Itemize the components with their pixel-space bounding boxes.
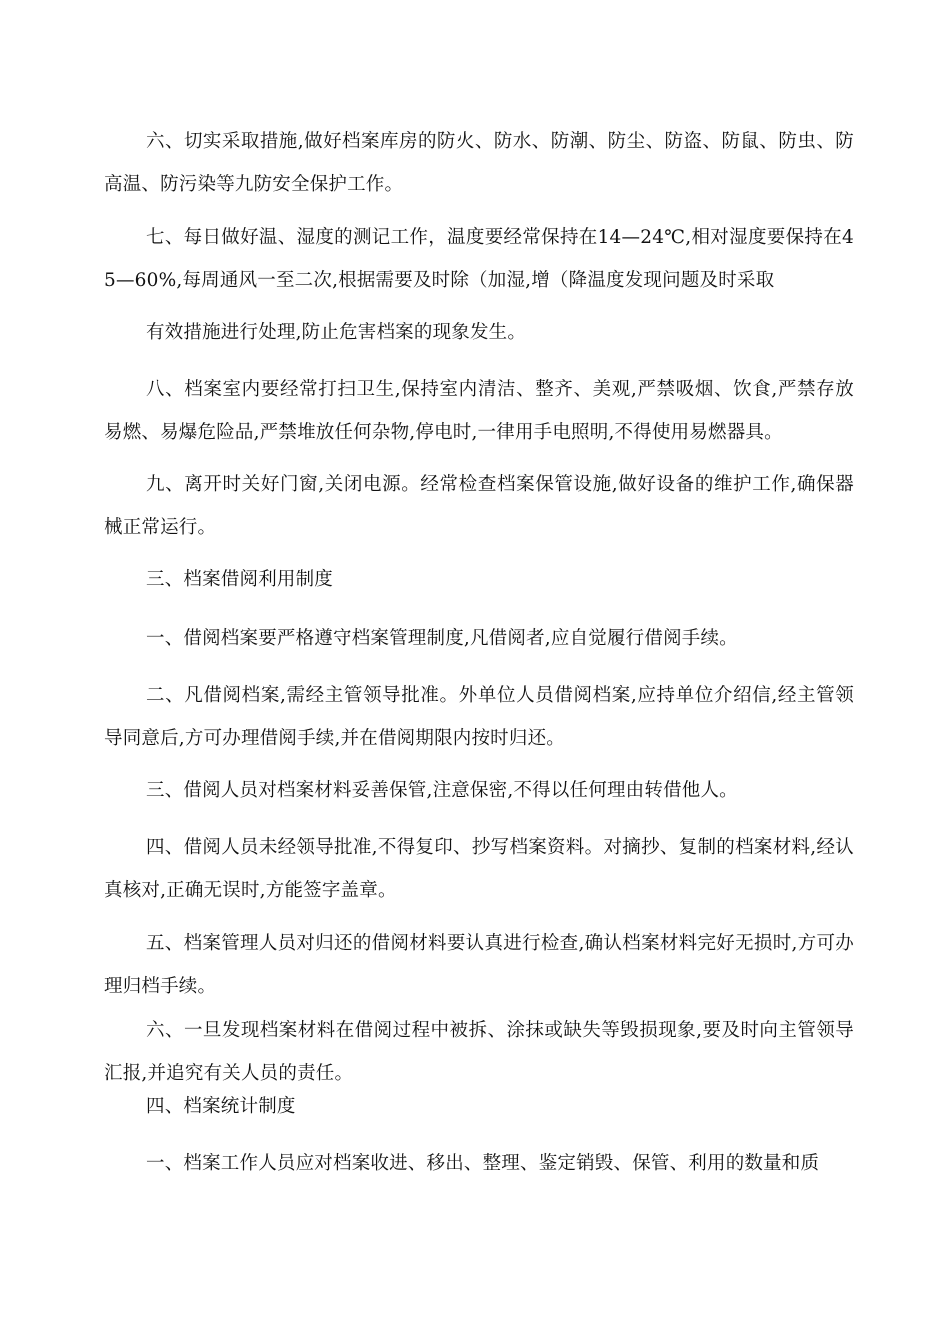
paragraph-item-7-temperature: 七、每日做好温、湿度的测记工作，温度要经常保持在14—24℃,相对湿度要保持在45—60%,每周通风一至二次,根据需要及时除（加湿,增（降温度发现问题及时采取 bbox=[104, 227, 854, 291]
section-heading-statistics: 四、档案统计制度 bbox=[146, 1096, 296, 1117]
paragraph-borrow-5: 五、档案管理人员对归还的借阅材料要认真进行检查,确认档案材料完好无损时,方可办理归档手续。 bbox=[104, 933, 854, 997]
paragraph-borrow-1: 一、借阅档案要严格遵守档案管理制度,凡借阅者,应自觉履行借阅手续。 bbox=[146, 628, 738, 649]
paragraph-item-9-closing: 九、离开时关好门窗,关闭电源。经常检查档案保管设施,做好设备的维护工作,确保器械正常运行。 bbox=[104, 474, 854, 538]
paragraph-borrow-6: 六、一旦发现档案材料在借阅过程中被拆、涂抹或缺失等毁损现象,要及时向主管领导汇报,并追究有关人员的责任。 bbox=[104, 1020, 854, 1084]
paragraph-borrow-4: 四、借阅人员未经领导批准,不得复印、抄写档案资料。对摘抄、复制的档案材料,经认真核对,正确无误时,方能签字盖章。 bbox=[104, 837, 854, 901]
paragraph-borrow-3: 三、借阅人员对档案材料妥善保管,注意保密,不得以任何理由转借他人。 bbox=[146, 780, 738, 801]
paragraph-stats-1: 一、档案工作人员应对档案收进、移出、整理、鉴定销毁、保管、利用的数量和质 bbox=[146, 1153, 820, 1174]
paragraph-item-8-cleaning: 八、档案室内要经常打扫卫生,保持室内清洁、整齐、美观,严禁吸烟、饮食,严禁存放易燃、易爆危险品,严禁堆放任何杂物,停电时,一律用手电照明,不得使用易燃器具。 bbox=[104, 379, 854, 443]
paragraph-item-6-protection: 六、切实采取措施,做好档案库房的防火、防水、防潮、防尘、防盗、防鼠、防虫、防高温、防污染等九防安全保护工作。 bbox=[104, 131, 854, 195]
paragraph-item-7-continuation: 有效措施进行处理,防止危害档案的现象发生。 bbox=[146, 322, 527, 343]
section-heading-borrowing: 三、档案借阅利用制度 bbox=[146, 569, 334, 590]
paragraph-borrow-2: 二、凡借阅档案,需经主管领导批准。外单位人员借阅档案,应持单位介绍信,经主管领导同意后,方可办理借阅手续,并在借阅期限内按时归还。 bbox=[104, 685, 854, 749]
